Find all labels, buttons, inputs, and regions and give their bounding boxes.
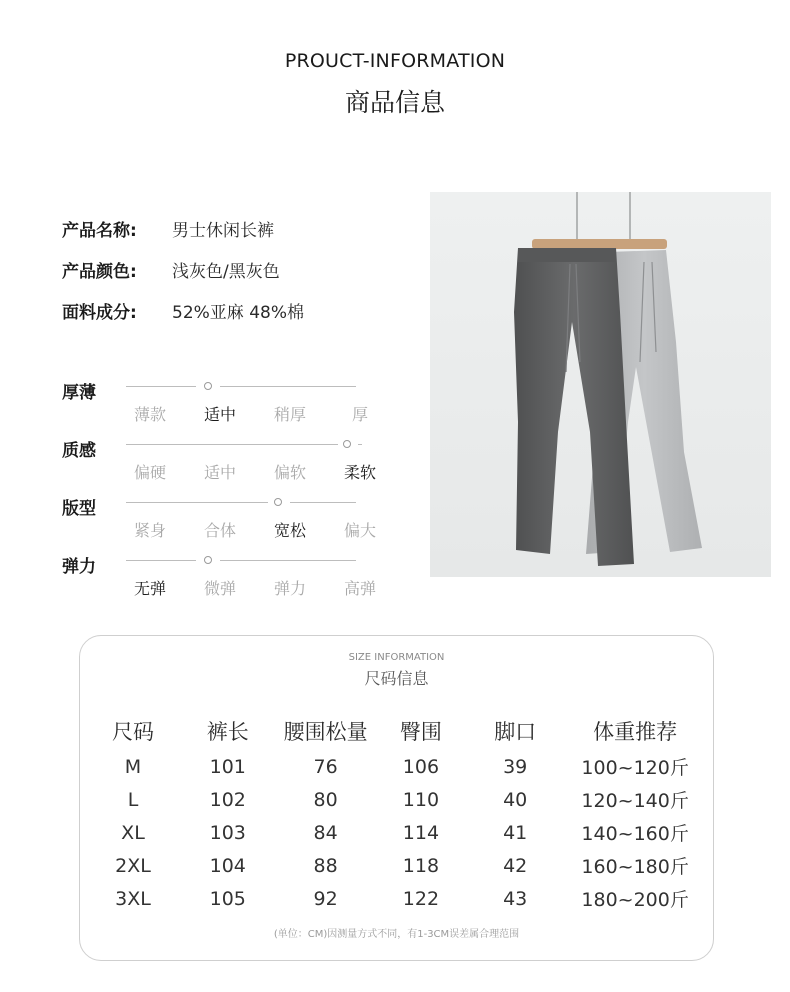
scale-option-selected: 柔软 xyxy=(343,463,376,482)
info-label: 面料成分: xyxy=(62,303,137,323)
column-header: 脚口 xyxy=(494,720,537,744)
scale-line xyxy=(290,502,356,503)
info-row-fabric xyxy=(62,290,304,331)
scale-options xyxy=(122,460,402,484)
table-cell: 101 xyxy=(209,755,246,778)
product-photo xyxy=(430,192,771,577)
scale-option: 合体 xyxy=(203,521,236,540)
table-cell: L xyxy=(127,788,139,811)
table-cell: 105 xyxy=(209,887,246,910)
table-cell: 92 xyxy=(313,887,338,910)
table-cell: 110 xyxy=(402,788,440,811)
product-info xyxy=(62,208,304,331)
info-value: 男士休闲长裤 xyxy=(172,221,274,241)
column-header: 臀围 xyxy=(399,720,442,744)
scale-option: 弹力 xyxy=(273,579,306,598)
table-cell: 40 xyxy=(503,788,528,811)
scale-line xyxy=(126,560,196,561)
scale-label: 质感 xyxy=(62,441,96,461)
table-cell: 39 xyxy=(503,755,528,778)
table-header-row xyxy=(92,712,712,750)
scale-fit xyxy=(62,492,402,550)
table-row xyxy=(92,783,712,816)
scale-line xyxy=(358,444,362,445)
table-cell: XL xyxy=(121,821,145,844)
scale-option: 薄款 xyxy=(133,405,166,424)
scale-line xyxy=(220,560,356,561)
table-row xyxy=(92,849,712,882)
waistband xyxy=(518,248,616,262)
scale-option: 紧身 xyxy=(133,521,166,540)
scale-stretch xyxy=(62,550,402,608)
info-row-name xyxy=(62,208,304,249)
scale-option: 偏大 xyxy=(343,521,376,540)
scale-option: 厚 xyxy=(351,405,368,424)
info-label: 产品颜色: xyxy=(62,262,137,282)
scale-option: 偏软 xyxy=(273,463,306,482)
scale-option-selected: 无弹 xyxy=(133,579,166,598)
scale-line xyxy=(126,502,268,503)
scale-marker xyxy=(343,440,351,448)
table-cell: 76 xyxy=(313,755,338,778)
scale-option-selected: 宽松 xyxy=(273,521,306,540)
table-cell: 118 xyxy=(402,854,440,877)
table-cell: 122 xyxy=(402,887,440,910)
scale-line xyxy=(220,386,356,387)
info-label: 产品名称: xyxy=(62,221,137,241)
table-cell: 84 xyxy=(313,821,338,844)
scale-marker xyxy=(204,556,212,564)
scale-texture xyxy=(62,434,402,492)
scale-marker xyxy=(204,382,212,390)
table-cell: 103 xyxy=(209,821,246,844)
measurement-note: (单位：CM)因测量方式不同，有1-3CM误差属合理范围 xyxy=(273,929,520,940)
scale-options xyxy=(122,518,402,542)
table-cell: 2XL xyxy=(115,854,151,877)
scale-option: 高弹 xyxy=(343,579,376,598)
table-cell: 43 xyxy=(503,887,528,910)
header-title-cn: 商品信息 xyxy=(344,88,445,117)
table-row xyxy=(92,816,712,849)
pants-illustration xyxy=(430,192,771,577)
hanger-bar xyxy=(532,239,667,249)
table-cell: 120~140斤 xyxy=(581,790,689,812)
table-cell: 42 xyxy=(503,854,528,877)
table-cell: 41 xyxy=(503,821,528,844)
table-cell: 3XL xyxy=(115,887,151,910)
column-header: 裤长 xyxy=(206,720,249,744)
table-cell: M xyxy=(124,755,142,778)
scale-marker xyxy=(274,498,282,506)
table-cell: 106 xyxy=(402,755,440,778)
scale-options xyxy=(122,402,402,426)
scale-label: 厚薄 xyxy=(62,383,96,403)
scale-option: 偏硬 xyxy=(133,463,166,482)
table-row xyxy=(92,882,712,915)
table-cell: 80 xyxy=(313,788,338,811)
table-cell: 102 xyxy=(209,788,246,811)
table-cell: 140~160斤 xyxy=(581,823,689,845)
scale-options xyxy=(122,576,402,600)
table-cell: 180~200斤 xyxy=(581,889,689,911)
table-cell: 104 xyxy=(209,854,246,877)
table-row xyxy=(92,750,712,783)
scale-option: 稍厚 xyxy=(273,405,306,424)
table-cell: 160~180斤 xyxy=(581,856,689,878)
size-chart-panel xyxy=(79,635,714,961)
info-row-color xyxy=(62,249,304,290)
column-header: 尺码 xyxy=(111,720,154,744)
scale-option: 微弹 xyxy=(203,579,236,598)
info-value: 浅灰色/黑灰色 xyxy=(172,262,280,282)
size-table xyxy=(92,712,712,915)
scale-line xyxy=(126,386,196,387)
scale-thickness xyxy=(62,376,402,434)
column-header: 体重推荐 xyxy=(593,720,678,744)
scale-option-selected: 适中 xyxy=(203,405,236,424)
scale-label: 版型 xyxy=(62,499,96,519)
table-cell: 88 xyxy=(313,854,338,877)
scale-label: 弹力 xyxy=(62,557,96,577)
scale-line xyxy=(126,444,338,445)
scale-option: 适中 xyxy=(203,463,236,482)
size-title-cn: 尺码信息 xyxy=(364,669,429,688)
table-cell: 100~120斤 xyxy=(581,757,689,779)
dark-grey-pants xyxy=(514,248,634,566)
info-value: 52%亚麻 48%棉 xyxy=(172,303,304,323)
size-title-en: SIZE INFORMATION xyxy=(348,652,445,663)
table-cell: 114 xyxy=(402,821,440,844)
column-header: 腰围松量 xyxy=(283,720,368,744)
header-title-en: PROUCT-INFORMATION xyxy=(284,50,506,72)
